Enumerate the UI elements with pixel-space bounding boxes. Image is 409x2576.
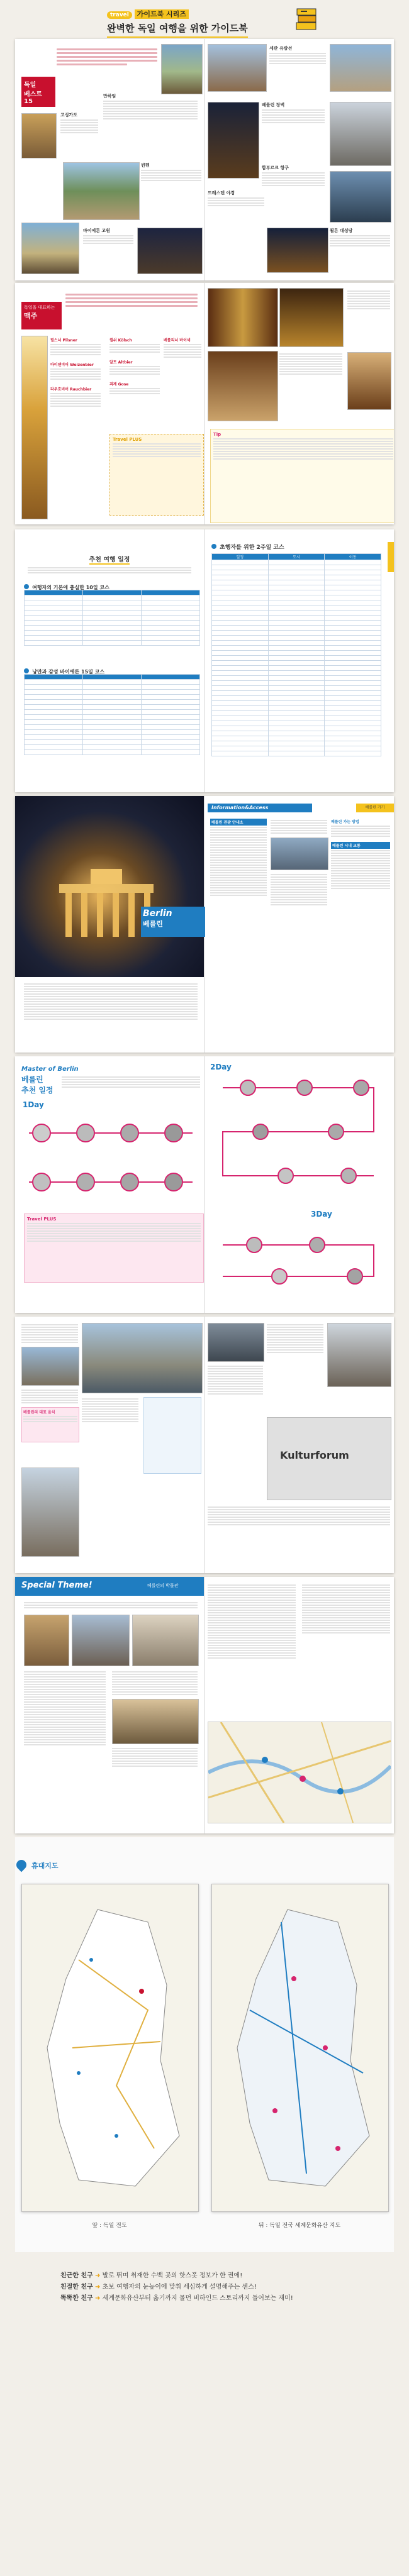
- plan-title: [21, 1074, 59, 1095]
- photo-beer-glass-row: [279, 288, 344, 347]
- info-col2-title: 베를린 가는 방법: [331, 820, 359, 824]
- beer-list-right: [164, 337, 201, 359]
- beer-1: 필스너 Pilsner: [50, 338, 77, 343]
- friend-3-arrow: ➜: [94, 2295, 101, 2302]
- col-header-move: 이동: [325, 554, 381, 560]
- kulturforum-logo: Kulturforum: [280, 1449, 349, 1461]
- special-col-4: [302, 1583, 390, 1635]
- photo-pergamon: [24, 1615, 69, 1666]
- friend-row-2: [60, 2281, 388, 2291]
- map-pin-icon: [15, 1858, 28, 1872]
- day2-route: [210, 1075, 388, 1201]
- day1-label: 1Day: [23, 1100, 44, 1109]
- two-week-table: [211, 553, 381, 756]
- page-fold: [204, 1056, 205, 1313]
- beer-7: 베를리너 바이세: [164, 338, 191, 343]
- beer-list-left: [50, 337, 101, 408]
- item-1: [60, 112, 98, 135]
- book-stack-illustration: [296, 6, 317, 31]
- map-badge-text: 휴대지도: [31, 1862, 59, 1870]
- item-9-label: 쾰른 대성당: [330, 228, 353, 233]
- caption-left: 앞 : 독일 전도: [92, 2223, 127, 2229]
- info-header-text: Information&Access: [211, 805, 269, 810]
- beer-title-line2: 맥주: [24, 312, 38, 320]
- photo-museum-island: [21, 1347, 79, 1386]
- plan-intro: [62, 1075, 200, 1089]
- photo-valley: [63, 162, 140, 220]
- page-fold: [204, 39, 205, 280]
- photo-beer-bottles: [208, 288, 278, 347]
- item-2-label: 만하임: [103, 94, 116, 99]
- day3-route: [210, 1226, 388, 1289]
- course1-table: [24, 590, 200, 646]
- photo-bridge-night: [208, 102, 259, 179]
- itinerary-title: [40, 552, 179, 564]
- photo-night-city: [137, 228, 203, 274]
- course1-title: 여행자의 기본에 충실한 10일 코스: [32, 585, 109, 590]
- photo-cathedral: [208, 44, 267, 92]
- two-week-title: 초행자를 위한 2주일 코스: [220, 544, 284, 551]
- info-header-bar: [208, 804, 312, 812]
- germany-map-front: [22, 1884, 198, 2211]
- special-subtitle: 베를린의 박물관: [147, 1583, 179, 1588]
- spread-special-theme: [15, 1577, 394, 1833]
- sights-box: [143, 1397, 201, 1474]
- friend-3-desc: 세계문화유산부터 옳기까지 물던 비하인드 스토리까지 들어보는 재미!: [102, 2295, 293, 2302]
- photo-harbor: [330, 171, 391, 223]
- tip-label: Tip: [213, 432, 221, 437]
- photo-palace: [330, 44, 391, 92]
- map-front: [21, 1884, 199, 2212]
- day1-route: [23, 1114, 200, 1152]
- header-text-group: [107, 9, 302, 34]
- spread-berlin-intro: [15, 796, 394, 1053]
- beer-6: 괴제 Gose: [109, 382, 129, 387]
- friend-row-1: [60, 2270, 388, 2279]
- friend-1-name: 친근한 친구: [60, 2272, 93, 2279]
- berlin-map: [208, 1722, 391, 1823]
- beer-title-line1: 독일을 대표하는: [24, 305, 55, 310]
- germany-map-back: [212, 1884, 388, 2211]
- photo-street: [327, 1323, 391, 1387]
- course2-number-icon: [24, 668, 29, 673]
- beer-5: 알트 Altbier: [109, 360, 133, 365]
- map-illustration: [208, 1722, 391, 1823]
- sights-col-2: [82, 1397, 138, 1423]
- beer-4: 쾰쉬 Kölsch: [109, 338, 132, 343]
- route-line-day3: [210, 1226, 388, 1289]
- page-fold: [204, 1577, 205, 1833]
- photo-statue: [132, 1615, 199, 1666]
- friend-1-arrow: ➜: [94, 2272, 101, 2279]
- special-col-1: [24, 1670, 106, 1747]
- friend-3-name: 똑똑한 친구: [60, 2295, 93, 2302]
- spread-berlin-sights: [15, 1317, 394, 1573]
- friend-row-3: [60, 2292, 400, 2302]
- sights-col-3: [208, 1364, 263, 1396]
- photo-church: [21, 1468, 79, 1557]
- photo-museum-front: [72, 1615, 130, 1666]
- photo-castle: [161, 44, 203, 94]
- beer-title-box: [21, 302, 62, 329]
- item-4: [83, 228, 133, 245]
- sights-col-4: [267, 1323, 323, 1354]
- travel-badge: travel: [107, 11, 132, 19]
- best15-title-box: [21, 77, 55, 107]
- sights-col-1: [21, 1323, 78, 1442]
- berlin-intro-text: [24, 982, 198, 1021]
- plan-line2: 추천 일정: [21, 1086, 53, 1095]
- info-col-2: [271, 819, 327, 907]
- item-9: [330, 228, 390, 248]
- side-tab: [388, 542, 394, 572]
- berlin-city-label: [141, 907, 205, 937]
- travel-plus-box: [109, 434, 204, 516]
- item-5-label: 세관 유람선: [269, 46, 293, 51]
- right-tab-label: [356, 804, 394, 812]
- course3-number-icon: [211, 544, 216, 549]
- col-header-day: 일정: [212, 554, 269, 560]
- beer-3: 라우흐비어 Rauchbier: [50, 387, 92, 392]
- route-line-2: [23, 1163, 200, 1201]
- page-fold: [204, 1317, 205, 1573]
- course2-title: 낭만과 감성 바이에른 15일 코스: [32, 669, 105, 675]
- intro-text: [57, 47, 157, 67]
- item-7-label: 함부르크 항구: [262, 165, 289, 170]
- page-title: 완벽한 독일 여행을 위한 가이드북: [107, 21, 248, 38]
- food-box: [21, 1407, 79, 1442]
- item-3: [141, 162, 201, 182]
- spread-portable-map: [15, 1837, 394, 2252]
- item-8: [208, 190, 264, 207]
- special-col-2: [112, 1670, 198, 1768]
- photo-bavaria: [21, 223, 79, 274]
- berlin-en: Berlin: [143, 909, 172, 919]
- day2-label: 2Day: [210, 1063, 232, 1071]
- friend-2-name: 친절한 친구: [60, 2284, 93, 2291]
- photo-beer-glasses: [21, 336, 48, 519]
- info-col-1: [210, 819, 267, 897]
- beer-2: 바이첸비어 Weizenbier: [50, 363, 94, 367]
- beer-intro: [65, 292, 198, 309]
- book-stack-icon: [296, 6, 317, 31]
- right-tab-text: 베를린 가기: [365, 805, 385, 810]
- photo-beer-hall: [208, 351, 278, 421]
- special-banner: [15, 1577, 204, 1596]
- spread-best15: [15, 39, 394, 280]
- day1-route-b: [23, 1163, 200, 1201]
- map-back: [211, 1884, 389, 2212]
- best15-title-line1: 독일: [24, 82, 36, 89]
- photo-river-view: [82, 1323, 203, 1393]
- friend-1-desc: 발로 뛰며 취재한 수백 곳의 핫스폿 정보가 한 권에!: [102, 2272, 243, 2279]
- itinerary-intro: [28, 566, 191, 575]
- item-1-label: 고성가도: [60, 113, 78, 118]
- info-col-3: [331, 819, 390, 890]
- plan-line1: 베를린: [21, 1075, 43, 1084]
- item-6: [262, 102, 325, 124]
- spread-master-berlin: [15, 1056, 394, 1313]
- day1-tip: [24, 1213, 204, 1283]
- master-title: [21, 1061, 116, 1073]
- photo-kulturforum: [267, 1417, 391, 1500]
- info-col1-title: 베를린 관광 안내소: [210, 819, 267, 826]
- item-4-label: 바이에른 고원: [83, 228, 111, 233]
- friend-2-arrow: ➜: [94, 2284, 101, 2291]
- item-6-label: 베를린 장벽: [262, 102, 285, 108]
- course2-table: [24, 674, 200, 755]
- header: [0, 0, 409, 38]
- right-col-text: [347, 289, 390, 311]
- map-badge: [15, 1856, 65, 1875]
- photo-oldtown: [21, 113, 57, 158]
- page-fold: [204, 529, 205, 792]
- master-title-text: Master of Berlin: [21, 1066, 79, 1073]
- photo-station: [271, 837, 328, 870]
- best15-title-line2: 베스트 15: [24, 91, 42, 105]
- special-col-3: [208, 1583, 296, 1660]
- two-week-header: [211, 539, 381, 551]
- course1-number-icon: [24, 584, 29, 589]
- photo-dome: [330, 102, 391, 166]
- item-5: [269, 45, 326, 65]
- spread-itinerary: [15, 529, 394, 792]
- item-7: [262, 165, 325, 187]
- item-8-label: 드레스덴 야경: [208, 191, 235, 196]
- special-title: Special Theme!: [21, 1581, 92, 1590]
- route-line-day2: [210, 1075, 388, 1201]
- col-header-city: 도시: [268, 554, 325, 560]
- mid-col-text: [279, 352, 342, 376]
- brandenburg-gate-illustration: [15, 796, 204, 977]
- itinerary-title-text: 추천 여행 일정: [89, 556, 130, 563]
- berlin-gate-photo: [15, 796, 204, 977]
- travel-plus-label: Travel PLUS: [113, 437, 142, 442]
- photo-river-night: [267, 228, 328, 273]
- item-2: [103, 93, 198, 121]
- beer-list-mid: [109, 337, 160, 395]
- footer: [0, 2270, 409, 2333]
- food-box-title: 베를린의 대표 음식: [23, 1410, 55, 1415]
- photo-bust: [112, 1699, 199, 1744]
- day1-tip-label: Travel PLUS: [27, 1217, 57, 1222]
- tip-box: [210, 429, 394, 523]
- item-3-label: 뮌헨: [141, 163, 150, 168]
- friend-2-desc: 초보 여행자의 눈높이에 맞춰 세심하게 설명해주는 센스!: [102, 2284, 257, 2291]
- series-label: 가이드북 시리즈: [135, 9, 189, 19]
- page-fold: [204, 283, 205, 524]
- photo-pretzel: [347, 352, 391, 410]
- route-line-1: [23, 1114, 200, 1152]
- sights-col-5: [208, 1505, 390, 1527]
- info-col3-title: 베를린 시내 교통: [331, 842, 390, 849]
- caption-right: 뒤 : 독일 전국 세계문화유산 지도: [258, 2223, 341, 2229]
- berlin-kr: 베를린: [143, 920, 163, 928]
- day3-label: 3Day: [311, 1210, 332, 1219]
- photo-gallery: [208, 1323, 264, 1362]
- spread-beer: [15, 283, 394, 524]
- special-intro: [24, 1601, 198, 1610]
